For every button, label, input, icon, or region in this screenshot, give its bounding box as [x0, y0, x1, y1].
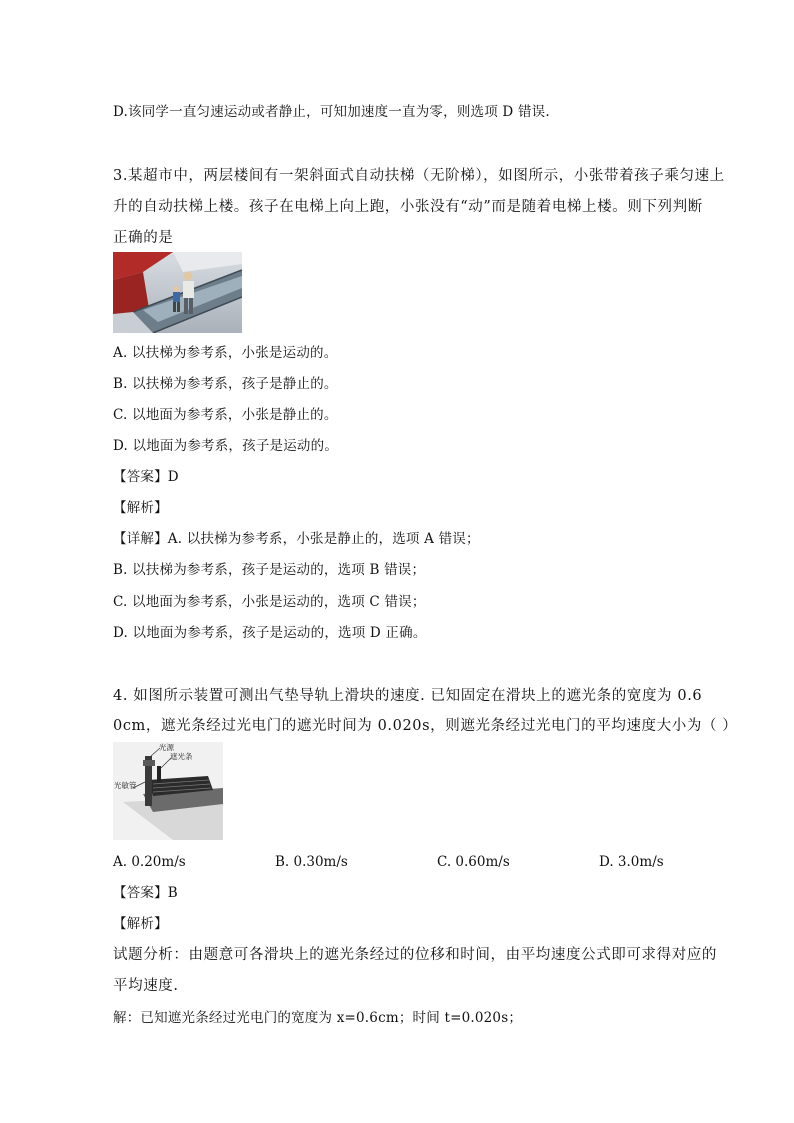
q4-option-a: A. 0.20m/s — [113, 854, 186, 870]
q4-stem-line-2: 0cm，遮光条经过光电门的遮光时间为 0.020s，则遮光条经过光电门的平均速度大小为（ ） — [113, 718, 738, 734]
q4-stem-line-1: 4. 如图所示装置可测出气垫导轨上滑块的速度. 已知固定在滑块上的遮光条的宽度为 0.6 — [113, 688, 703, 704]
q3-stem-line-3: 正确的是 — [113, 230, 174, 246]
q3-stem-line-2: 升的自动扶梯上楼。孩子在电梯上向上跑，小张没有“动”而是随着电梯上楼。则下列判断 — [113, 199, 703, 215]
q4-analysis-label: 【解析】 — [113, 916, 168, 932]
q4-answer: 【答案】B — [113, 885, 178, 901]
q3-stem-line-1: 3.某超市中，两层楼间有一架斜面式自动扶梯（无阶梯），如图所示，小张带着孩子乘匀速上 — [113, 168, 725, 184]
q4-analysis-line-1: 试题分析：由题意可各滑块上的遮光条经过的位移和时间，由平均速度公式即可求得对应的 — [113, 947, 717, 963]
q3-option-d: D. 以地面为参考系，孩子是运动的。 — [113, 438, 339, 454]
q3-detail-line-1: 【详解】A. 以扶梯为参考系，小张是静止的，选项 A 错误； — [113, 531, 480, 547]
air-track-illustration — [113, 742, 223, 840]
q4-analysis-line-2: 平均速度. — [113, 978, 179, 994]
q3-analysis-label: 【解析】 — [113, 500, 168, 516]
q4-analysis-line-3: 解：已知遮光条经过光电门的宽度为 x=0.6cm；时间 t=0.020s； — [113, 1010, 523, 1026]
q4-option-c: C. 0.60m/s — [437, 854, 510, 870]
air-track-photo — [113, 742, 223, 840]
q3-detail-line-2: B. 以扶梯为参考系，孩子是运动的，选项 B 错误； — [113, 562, 426, 578]
prev-option-d-explanation: D.该同学一直匀速运动或者静止，可知加速度一直为零，则选项 D 错误. — [113, 104, 550, 120]
q3-detail-line-3: C. 以地面为参考系，小张是运动的，选项 C 错误； — [113, 594, 426, 610]
label-light-sensor: 光敏管 — [114, 781, 137, 790]
q3-option-c: C. 以地面为参考系，小张是静止的。 — [113, 407, 338, 423]
q4-option-d: D. 3.0m/s — [599, 854, 664, 870]
q3-detail-line-4: D. 以地面为参考系，孩子是运动的，选项 D 正确。 — [113, 625, 427, 641]
q3-option-a: A. 以扶梯为参考系，小张是运动的。 — [113, 345, 338, 361]
label-light-source: 光源 — [159, 743, 174, 752]
escalator-photo — [113, 252, 242, 333]
q3-option-b: B. 以扶梯为参考系，孩子是静止的。 — [113, 376, 338, 392]
label-shade-strip: 遮光条 — [170, 752, 193, 761]
q4-option-b: B. 0.30m/s — [275, 854, 348, 870]
escalator-illustration — [113, 252, 242, 333]
q3-answer: 【答案】D — [113, 469, 179, 485]
